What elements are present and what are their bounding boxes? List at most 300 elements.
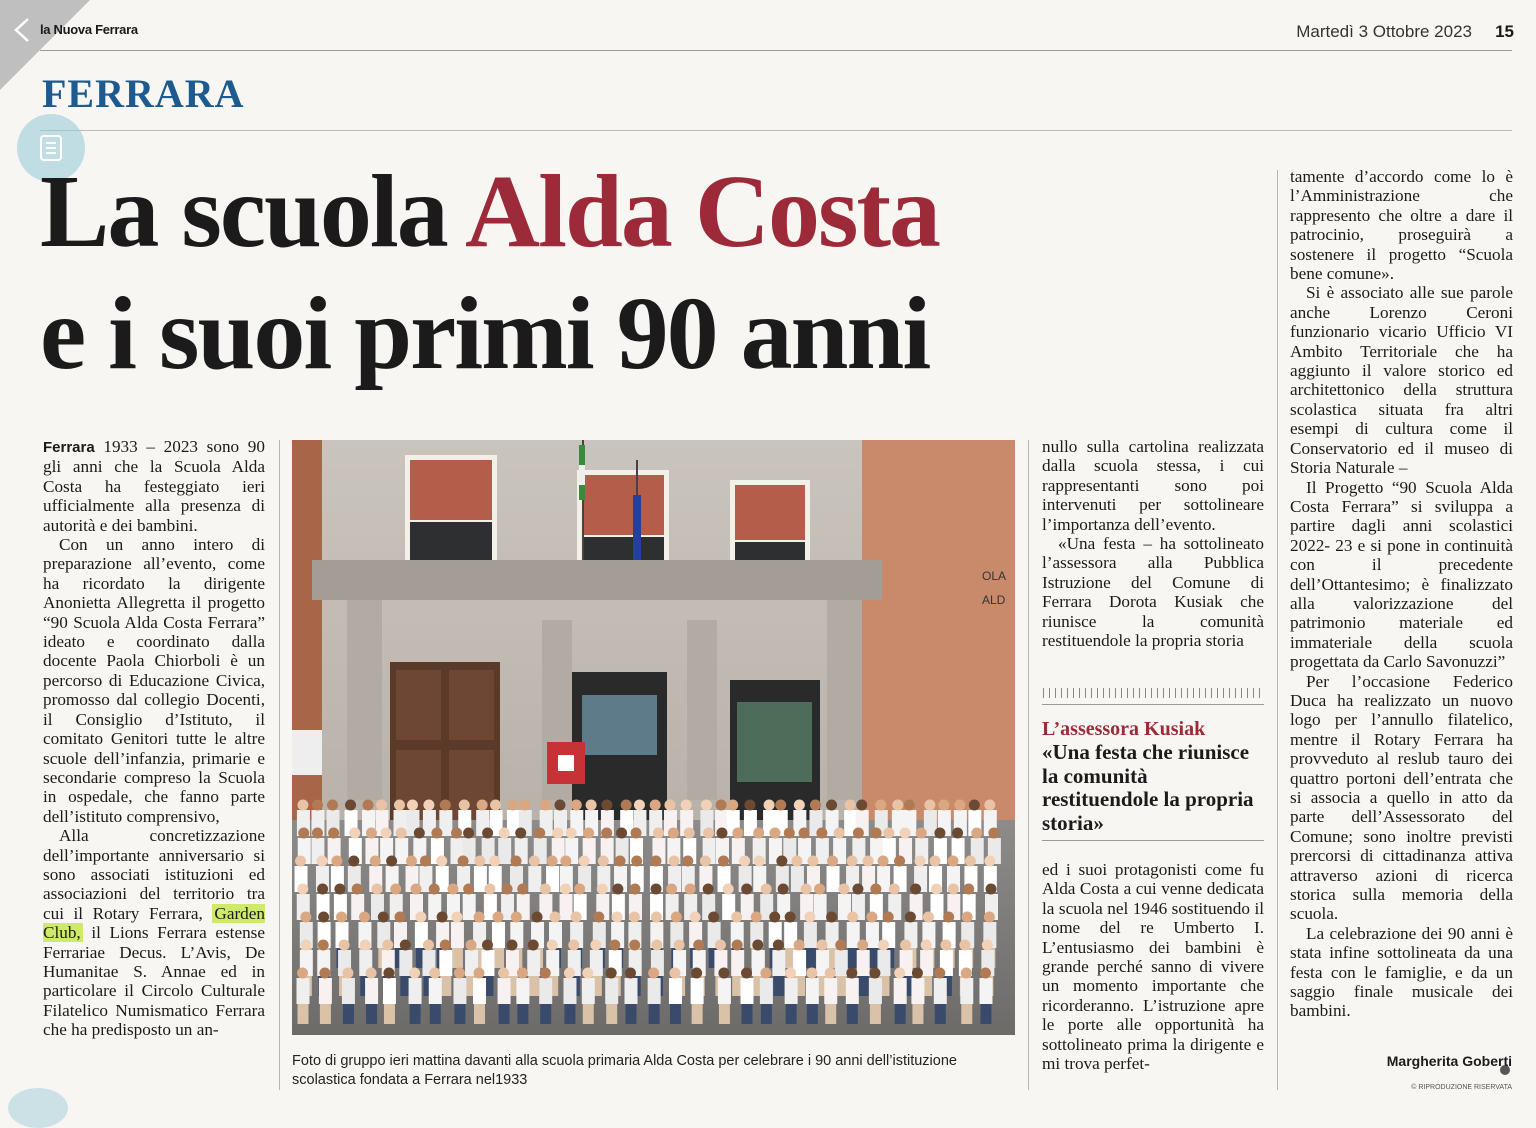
child-head: [753, 828, 764, 839]
page-number: 15: [1495, 22, 1514, 41]
child-legs: [517, 1004, 528, 1024]
child-head: [586, 800, 597, 811]
child-head: [778, 884, 789, 895]
child-head: [463, 884, 474, 895]
child-head: [366, 968, 377, 979]
child-legs: [366, 1004, 377, 1024]
child-head: [564, 968, 575, 979]
child-head: [912, 968, 923, 979]
child-head: [940, 940, 951, 951]
pullquote-rule-bottom: [1042, 840, 1264, 841]
child-head: [484, 884, 495, 895]
child-legs: [825, 1004, 836, 1024]
child-head: [674, 940, 685, 951]
child-figure: [429, 978, 442, 1004]
child-head: [962, 912, 973, 923]
child-head: [552, 828, 563, 839]
child-head: [814, 884, 825, 895]
child-head: [810, 800, 821, 811]
child-legs: [773, 976, 784, 996]
child-head: [609, 940, 620, 951]
child-head: [984, 912, 995, 923]
child-head: [612, 912, 623, 923]
child-head: [629, 940, 640, 951]
paragraph: Per l’occasione Federico Duca ha realizzato un nuovo logo per l’annullo filatelico, mentre il Rotary Ferrara ha provveduto al reslub tauro dei quattro portoni dell’entrata che si associa a quello in atto da parte dell’Assessorato del Comune; sono inoltre previsti prercorsi di cittadinanza attiva attraverso azioni di ricerca storica sulla memoria della scuola.: [1290, 671, 1513, 924]
column-divider: [279, 440, 280, 1090]
child-head: [776, 856, 787, 867]
child-head: [651, 940, 662, 951]
child-head: [318, 940, 329, 951]
child-head: [889, 884, 900, 895]
paragraph: Si è associato alle sue parole anche Lorenzo Ceroni funzionario vicario Ufficio VI Ambito Territoriale che ha aggiunto il valore storico ed architettonico della struttura scolastica situata fra altri esempi di cultura come il Conservatorio ed il museo di Storia Naturale –: [1290, 283, 1513, 478]
child-head: [817, 940, 828, 951]
child-head: [458, 856, 469, 867]
child-head: [934, 968, 945, 979]
child-head: [383, 968, 394, 979]
child-legs: [912, 1004, 923, 1024]
child-figure: [894, 978, 907, 1004]
copyright-notice: © RIPRODUZIONE RISERVATA: [1411, 1084, 1512, 1091]
paragraph: Alla concretizzazione dell’importante anniversario si sono associati istituzioni ed associazioni del territorio tra cui il Rotary Ferrara, Garden Club, il Lions Ferrara estense Ferrariae Decus. L’Avis, De Humanitae S. Annae ed in particolare il Circolo Culturale Filatelico Numismatico Ferrara che ha predisposto un an-: [43, 826, 265, 1040]
child-head: [631, 828, 642, 839]
child-head: [934, 828, 945, 839]
child-head: [693, 940, 704, 951]
child-head: [669, 856, 680, 867]
child-head: [900, 828, 911, 839]
child-figure: [297, 978, 310, 1004]
child-head: [716, 800, 727, 811]
child-head: [959, 940, 970, 951]
child-legs: [649, 1004, 660, 1024]
child-head: [437, 912, 448, 923]
child-head: [339, 940, 350, 951]
child-figure: [319, 978, 332, 1004]
child-head: [723, 884, 734, 895]
child-figure: [582, 978, 595, 1004]
photo-caption: Foto di gruppo ieri mattina davanti alla scuola primaria Alda Costa per celebrare i 90 anni dell’istituzione scolastica fondata a Ferrara nel1933: [292, 1053, 957, 1088]
child-head: [653, 828, 664, 839]
child-head: [869, 968, 880, 979]
child-head: [382, 940, 393, 951]
child-head: [915, 856, 926, 867]
child-head: [718, 856, 729, 867]
child-head: [540, 884, 551, 895]
viewer-bottom-button[interactable]: [8, 1088, 68, 1128]
child-head: [447, 884, 458, 895]
child-head: [834, 828, 845, 839]
child-head: [534, 828, 545, 839]
child-head: [327, 800, 338, 811]
child-head: [741, 884, 752, 895]
child-figure: [342, 978, 355, 1004]
child-figure: [383, 978, 396, 1004]
child-figure: [539, 978, 552, 1004]
child-head: [835, 940, 846, 951]
child-head: [751, 912, 762, 923]
child-legs: [410, 1004, 421, 1024]
child-head: [431, 828, 442, 839]
paragraph: Con un anno intero di preparazione all’evento, come ha ricordato la dirigente Anonietta Allegretta il progetto “90 Scuola Alda Costa Ferrara” ideato e coordinato dalla docente Paola Chiorboli è un percorso di Educazione Civica, promosso dal collegio Docenti, il Consiglio d’Istituto, il comitato Genitori tutte le altre scuole dell’infanzia, primarie e secondarie compreso la Scuola in ospedale, che fanno parte dell’istituto comprensivo,: [43, 535, 265, 826]
child-head: [532, 912, 543, 923]
child-head: [668, 828, 679, 839]
child-figure: [740, 978, 753, 1004]
child-head: [894, 968, 905, 979]
child-head: [715, 940, 726, 951]
pullquote-kicker: L’assessora Kusiak: [1042, 718, 1206, 740]
child-head: [381, 828, 392, 839]
child-figure: [772, 950, 785, 976]
child-head: [423, 940, 434, 951]
child-head: [703, 884, 714, 895]
child-legs: [895, 1004, 906, 1024]
child-head: [498, 968, 509, 979]
child-head: [943, 912, 954, 923]
child-head: [597, 884, 608, 895]
child-head: [568, 940, 579, 951]
child-head: [894, 856, 905, 867]
child-figure: [804, 922, 817, 948]
child-head: [574, 884, 585, 895]
child-head: [847, 856, 858, 867]
child-legs: [807, 1004, 818, 1024]
child-head: [331, 856, 342, 867]
child-legs: [805, 948, 816, 968]
child-head: [394, 800, 405, 811]
child-head: [785, 968, 796, 979]
child-head: [853, 828, 864, 839]
child-head: [905, 912, 916, 923]
child-head: [969, 800, 980, 811]
child-head: [583, 828, 594, 839]
child-head: [691, 968, 702, 979]
child-figure: [911, 978, 924, 1004]
child-head: [423, 800, 434, 811]
child-legs: [836, 976, 847, 996]
child-head: [370, 856, 381, 867]
headline-line-1: La scuola Alda Costa: [40, 154, 940, 269]
child-head: [988, 828, 999, 839]
child-head: [948, 884, 959, 895]
child-head: [769, 828, 780, 839]
child-figure: [960, 978, 973, 1004]
child-head: [773, 940, 784, 951]
child-head: [827, 856, 838, 867]
child-head: [650, 800, 661, 811]
article-column-1: Ferrara 1933 – 2023 sono 90 gli anni che la Scuola Alda Costa ha festeggiato ieri ufficialmente alla presenza di autorità e dei bambini. Con un anno intero di preparazione all’evento, come ha ricordato la dirigente Anonietta Allegretta il progetto “90 Scuola Alda Costa Ferrara” ideato e coordinato dalla docente Paola Chiorboli è un percorso di Educazione Civica, promosso dal collegio Docenti, il Consiglio d’Istituto, il comitato Genitori tutte le altre scuole dell’infanzia, primarie e secondarie compreso la Scuola in ospedale, che fanno parte dell’istituto comprensivo, Alla concretizzazione dell’importante anniversario si sono associati istituzioni ed associazioni del territorio tra cui il Rotary Ferrara, Garden Club, il Lions Ferrara estense Ferrariae Decus. L’Avis, De Humanitae S. Annae ed in particolare il Circolo Culturale Filatelico Numismatico Ferrara che ha predisposto un an-: [43, 437, 265, 1040]
child-head: [847, 912, 858, 923]
child-head: [511, 912, 522, 923]
child-head: [681, 800, 692, 811]
child-figure: [827, 866, 840, 892]
child-head: [682, 856, 693, 867]
child-figure: [473, 978, 486, 1004]
child-figure: [760, 978, 773, 1004]
child-head: [629, 884, 640, 895]
child-head: [857, 940, 868, 951]
child-legs: [384, 1004, 395, 1024]
child-head: [590, 940, 601, 951]
child-head: [863, 856, 874, 867]
child-head: [801, 884, 812, 895]
paragraph: «Una festa – ha sottolineato l’assessora alla Pubblica Istruzione del Comune di Ferrara Dorota Kusiak che riunisce la comunità restituendole la propria storia: [1042, 534, 1264, 651]
pullquote-rule-top: [1042, 704, 1264, 705]
child-head: [700, 856, 711, 867]
child-head: [731, 912, 742, 923]
child-head: [474, 856, 485, 867]
child-legs: [583, 1004, 594, 1024]
child-head: [804, 912, 815, 923]
child-head: [965, 856, 976, 867]
child-figure: [648, 978, 661, 1004]
child-head: [601, 828, 612, 839]
child-head: [878, 940, 889, 951]
child-head: [502, 884, 513, 895]
child-head: [312, 828, 323, 839]
child-head: [466, 940, 477, 951]
child-head: [440, 940, 451, 951]
child-legs: [452, 948, 463, 968]
child-head: [701, 800, 712, 811]
highlighted-text[interactable]: Garden Club,: [43, 903, 265, 943]
child-head: [807, 856, 818, 867]
child-head: [931, 884, 942, 895]
child-head: [560, 884, 571, 895]
child-head: [507, 800, 518, 811]
child-head: [871, 828, 882, 839]
child-head: [921, 940, 932, 951]
building-sign: OLA ALD: [982, 569, 1007, 607]
child-head: [376, 800, 387, 811]
child-head: [474, 968, 485, 979]
child-head: [560, 856, 571, 867]
child-head: [506, 940, 517, 951]
child-head: [598, 856, 609, 867]
child-head: [297, 884, 308, 895]
child-head: [394, 912, 405, 923]
child-head: [429, 968, 440, 979]
child-head: [342, 968, 353, 979]
child-head: [451, 828, 462, 839]
child-head: [540, 800, 551, 811]
child-head: [601, 800, 612, 811]
child-head: [754, 856, 765, 867]
child-head: [651, 884, 662, 895]
child-head: [400, 940, 411, 951]
child-head: [615, 856, 626, 867]
child-head: [684, 828, 695, 839]
child-head: [409, 968, 420, 979]
child-legs: [741, 1004, 752, 1024]
child-figure: [846, 978, 859, 1004]
child-head: [554, 800, 565, 811]
child-head: [930, 856, 941, 867]
paragraph: La celebrazione dei 90 anni è stata infine sottolineata da una festa con le famiglie, e da un saggio finale musicale dei bambini.: [1290, 923, 1513, 1021]
child-head: [963, 884, 974, 895]
child-head: [752, 940, 763, 951]
child-head: [671, 912, 682, 923]
child-head: [984, 856, 995, 867]
child-head: [816, 828, 827, 839]
child-legs: [847, 1004, 858, 1024]
child-head: [985, 884, 996, 895]
child-legs: [870, 1004, 881, 1024]
child-head: [540, 968, 551, 979]
chevron-left-icon[interactable]: [8, 16, 36, 44]
child-legs: [606, 1004, 617, 1024]
child-figure: [451, 922, 464, 948]
article-column-4: [1290, 167, 1513, 1021]
child-head: [349, 828, 360, 839]
article-column-3-bottom: [1042, 860, 1264, 1073]
child-head: [760, 968, 771, 979]
child-head: [519, 800, 530, 811]
child-head: [300, 912, 311, 923]
child-figure: [527, 950, 540, 976]
child-figure: [806, 978, 819, 1004]
child-head: [769, 912, 780, 923]
child-figure: [934, 978, 947, 1004]
child-figure: [409, 978, 422, 1004]
section-rule: [40, 130, 1512, 131]
child-head: [629, 912, 640, 923]
child-legs: [564, 1004, 575, 1024]
child-head: [414, 828, 425, 839]
child-head: [875, 800, 886, 811]
child-head: [616, 828, 627, 839]
child-head: [297, 968, 308, 979]
child-head: [716, 828, 727, 839]
child-head: [883, 912, 894, 923]
child-head: [980, 968, 991, 979]
section-title: FERRARA: [42, 71, 245, 116]
child-legs: [980, 1004, 991, 1024]
child-head: [386, 856, 397, 867]
child-head: [806, 968, 817, 979]
child-head: [328, 828, 339, 839]
child-head: [407, 800, 418, 811]
child-head: [316, 856, 327, 867]
child-head: [971, 828, 982, 839]
child-head: [360, 940, 371, 951]
paragraph: nullo sulla cartolina realizzata dalla scuola stessa, i cui rappresentanti sono poi intervenuti per sottolineare l’importanza dell’evento.: [1042, 437, 1264, 534]
child-legs: [430, 1004, 441, 1024]
child-head: [703, 828, 714, 839]
child-head: [440, 800, 451, 811]
child-head: [878, 856, 889, 867]
child-head: [359, 912, 370, 923]
child-head: [625, 968, 636, 979]
child-head: [593, 912, 604, 923]
child-head: [529, 856, 540, 867]
child-figure: [498, 978, 511, 1004]
child-figure: [814, 894, 827, 920]
byline: Margherita Goberti: [1386, 1053, 1512, 1069]
child-head: [685, 884, 696, 895]
child-head: [489, 856, 500, 867]
child-head: [784, 828, 795, 839]
child-head: [459, 800, 470, 811]
child-figure: [691, 978, 704, 1004]
child-head: [547, 856, 558, 867]
child-legs: [298, 1004, 309, 1024]
child-head: [794, 800, 805, 811]
child-legs: [670, 1004, 681, 1024]
child-legs: [499, 1004, 510, 1024]
child-legs: [761, 1004, 772, 1024]
child-legs: [719, 1004, 730, 1024]
child-head: [550, 912, 561, 923]
child-head: [363, 800, 374, 811]
child-head: [345, 800, 356, 811]
child-head: [606, 968, 617, 979]
child-legs: [454, 1004, 465, 1024]
child-head: [852, 884, 863, 895]
child-head: [436, 856, 447, 867]
child-head: [415, 912, 426, 923]
child-head: [477, 800, 488, 811]
child-head: [474, 912, 485, 923]
child-head: [961, 968, 972, 979]
child-figure: [869, 978, 882, 1004]
child-figure: [516, 978, 529, 1004]
child-head: [634, 800, 645, 811]
child-head: [571, 912, 582, 923]
child-head: [744, 800, 755, 811]
child-legs: [343, 1004, 354, 1024]
paragraph: ed i suoi protagonisti come fu Alda Costa a cui venne dedicata la scuola nel 1946 sostituendo il nome del re Umberto I. L’entusiasmo dei bambini è grande perché sanno di vivere un momento importante che ricorderanno. L’istruzione apre le porte alle opportunità ha sottolineato prima la dirigente e mi trova perfet-: [1042, 860, 1264, 1074]
child-figure: [453, 978, 466, 1004]
pullquote-ornament: [1043, 688, 1263, 698]
child-head: [761, 884, 772, 895]
child-head: [839, 884, 850, 895]
child-figure: [835, 950, 848, 976]
child-head: [664, 800, 675, 811]
article-column-3-top: [1042, 437, 1264, 650]
child-head: [775, 800, 786, 811]
child-head: [938, 800, 949, 811]
child-head: [334, 884, 345, 895]
group-photo: [292, 440, 1015, 1035]
child-head: [708, 912, 719, 923]
child-legs: [440, 976, 451, 996]
pullquote-text: «Una festa che riunisce la comunità restituendole la propria storia»: [1042, 740, 1254, 835]
child-head: [482, 828, 493, 839]
child-head: [366, 828, 377, 839]
child-head: [794, 940, 805, 951]
child-head: [482, 940, 493, 951]
child-figure: [718, 978, 731, 1004]
child-head: [883, 828, 894, 839]
child-head: [947, 856, 958, 867]
child-head: [732, 828, 743, 839]
child-head: [651, 912, 662, 923]
child-head: [952, 828, 963, 839]
child-head: [916, 828, 927, 839]
child-head: [982, 940, 993, 951]
child-figure: [605, 978, 618, 1004]
child-legs: [692, 1004, 703, 1024]
child-legs: [528, 976, 539, 996]
child-legs: [474, 1004, 485, 1024]
child-head: [866, 912, 877, 923]
paragraph: tamente d’accordo come lo è l’Amministrazione che rappresento che oltre a dare il patrocinio, proseguirà a sostenere il progetto “Scuola bene comune».: [1290, 167, 1513, 284]
child-head: [631, 856, 642, 867]
child-head: [336, 912, 347, 923]
child-head: [732, 940, 743, 951]
child-figure: [439, 950, 452, 976]
child-figure: [528, 866, 541, 892]
child-head: [621, 800, 632, 811]
